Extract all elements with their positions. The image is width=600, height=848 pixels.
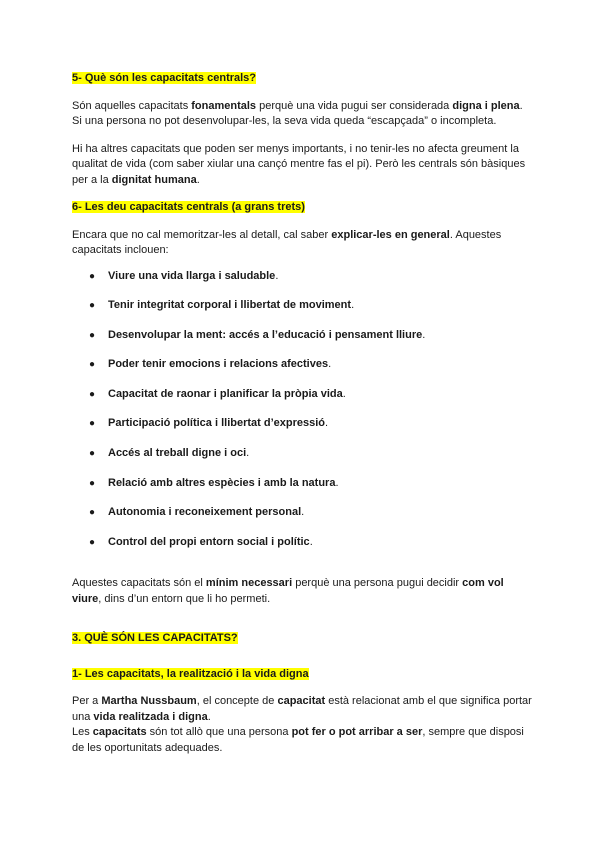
heading-highlight: 3. QUÈ SÓN LES CAPACITATS? (72, 632, 238, 645)
bold-text: pot fer o pot arribar a ser (291, 726, 423, 739)
bold-text: Martha Nussbaum (101, 695, 197, 708)
list-item-label: Desenvolupar la ment: accés a l’educació i pensament lliure (108, 328, 423, 341)
bullet-icon: ● (89, 300, 96, 312)
list-item: ● Relació amb altres espècies i amb la natura. (72, 476, 532, 506)
text-run: perquè una persona pugui decidir (292, 577, 463, 590)
heading-highlight: 1- Les capacitats, la realització i la vida digna (72, 667, 309, 680)
list-item: ● Tenir integritat corporal i llibertat de moviment. (72, 298, 532, 328)
paragraph (72, 142, 532, 189)
bullet-icon: ● (89, 388, 96, 400)
paragraph (72, 725, 532, 756)
section-heading-3 (72, 631, 532, 647)
bold-text: com vol viure (72, 577, 504, 605)
text-run: . (196, 173, 200, 186)
bullet-icon: ● (89, 507, 96, 519)
paragraph (72, 99, 532, 130)
list-item-label: Participació política i llibertat d’expressió (108, 417, 326, 430)
list-item: ● Capacitat de raonar i planificar la pròpia vida. (72, 387, 532, 417)
paragraph (72, 576, 532, 607)
bold-text: digna i plena (452, 99, 520, 112)
bold-text: explicar-les en general (331, 228, 450, 241)
list-item-label: Control del propi entorn social i polític (108, 535, 310, 548)
list-item-label: Tenir integritat corporal i llibertat de moviment (108, 299, 352, 312)
text-run: . Si una persona no pot desenvolupar-les, la seva vida queda “escapçada” o incompleta. (72, 99, 523, 127)
capabilities-list (72, 269, 532, 565)
list-item: ● Control del propi entorn social i polític. (72, 535, 532, 565)
section-heading-6 (72, 200, 532, 216)
text-run: Per a (72, 695, 102, 708)
text-run: . (207, 710, 211, 723)
text-run: Són aquelles capacitats (72, 99, 192, 112)
bold-text: capacitats (92, 726, 147, 739)
list-item-label: Poder tenir emocions i relacions afectives (108, 358, 329, 371)
list-item-label: Relació amb altres espècies i amb la natura (108, 476, 336, 489)
bold-text: vida realitzada i digna (93, 710, 208, 723)
text-run: , sempre que disposi de les oportunitats adequades. (72, 726, 524, 754)
text-run: està relacionat amb el que significa portar una (72, 695, 532, 723)
list-item: ● Accés al treball digne i oci. (72, 446, 532, 476)
bullet-icon: ● (89, 536, 96, 548)
list-item: ● Viure una vida llarga i saludable. (72, 269, 532, 299)
text-run: Aquestes capacitats són el (72, 577, 206, 590)
text-run: , el concepte de (196, 695, 278, 708)
list-item: ● Participació política i llibertat d’expressió. (72, 416, 532, 446)
bold-text: capacitat (277, 695, 326, 708)
bold-text: fonamentals (191, 99, 257, 112)
section-heading-5 (72, 71, 532, 87)
bullet-icon: ● (89, 477, 96, 489)
list-item-label: Autonomia i reconeixement personal (108, 506, 302, 519)
list-item: ● Autonomia i reconeixement personal. (72, 505, 532, 535)
list-item: ● Poder tenir emocions i relacions afectives. (72, 357, 532, 387)
heading-highlight: 6- Les deu capacitats centrals (a grans trets) (72, 201, 305, 213)
text-run: són tot allò que una persona (146, 726, 292, 739)
bold-text: dignitat humana (111, 173, 197, 186)
list-item-label: Capacitat de raonar i planificar la pròpia vida (108, 387, 343, 400)
bullet-icon: ● (89, 359, 96, 371)
document-content (72, 71, 532, 756)
text-run: . Aquestes capacitats inclouen: (72, 228, 502, 256)
list-item-label: Viure una vida llarga i saludable (108, 269, 276, 282)
text-run: Encara que no cal memoritzar-les al detall, cal saber (72, 228, 332, 241)
bullet-icon: ● (89, 448, 96, 460)
bullet-icon: ● (89, 329, 96, 341)
bullet-icon: ● (89, 270, 96, 282)
text-run: , dins d’un entorn que li ho permeti. (98, 592, 271, 605)
list-item: ● Desenvolupar la ment: accés a l’educació i pensament lliure. (72, 328, 532, 358)
list-item-label: Accés al treball digne i oci (108, 447, 247, 460)
paragraph (72, 694, 532, 725)
paragraph (72, 228, 532, 259)
bullet-icon: ● (89, 418, 96, 430)
text-run: Les (72, 726, 93, 739)
section-heading-1 (72, 667, 532, 683)
bold-text: mínim necessari (205, 577, 293, 590)
heading-highlight: 5- Què són les capacitats centrals? (72, 72, 257, 84)
text-run: Hi ha altres capacitats que poden ser menys importants, i no tenir-les no afecta greument la qualitat de vida (com saber xiular una cançó mentre fas el pi). Però les centrals són bàsiques per a la (72, 142, 526, 186)
text-run: perquè una vida pugui ser considerada (256, 99, 453, 112)
